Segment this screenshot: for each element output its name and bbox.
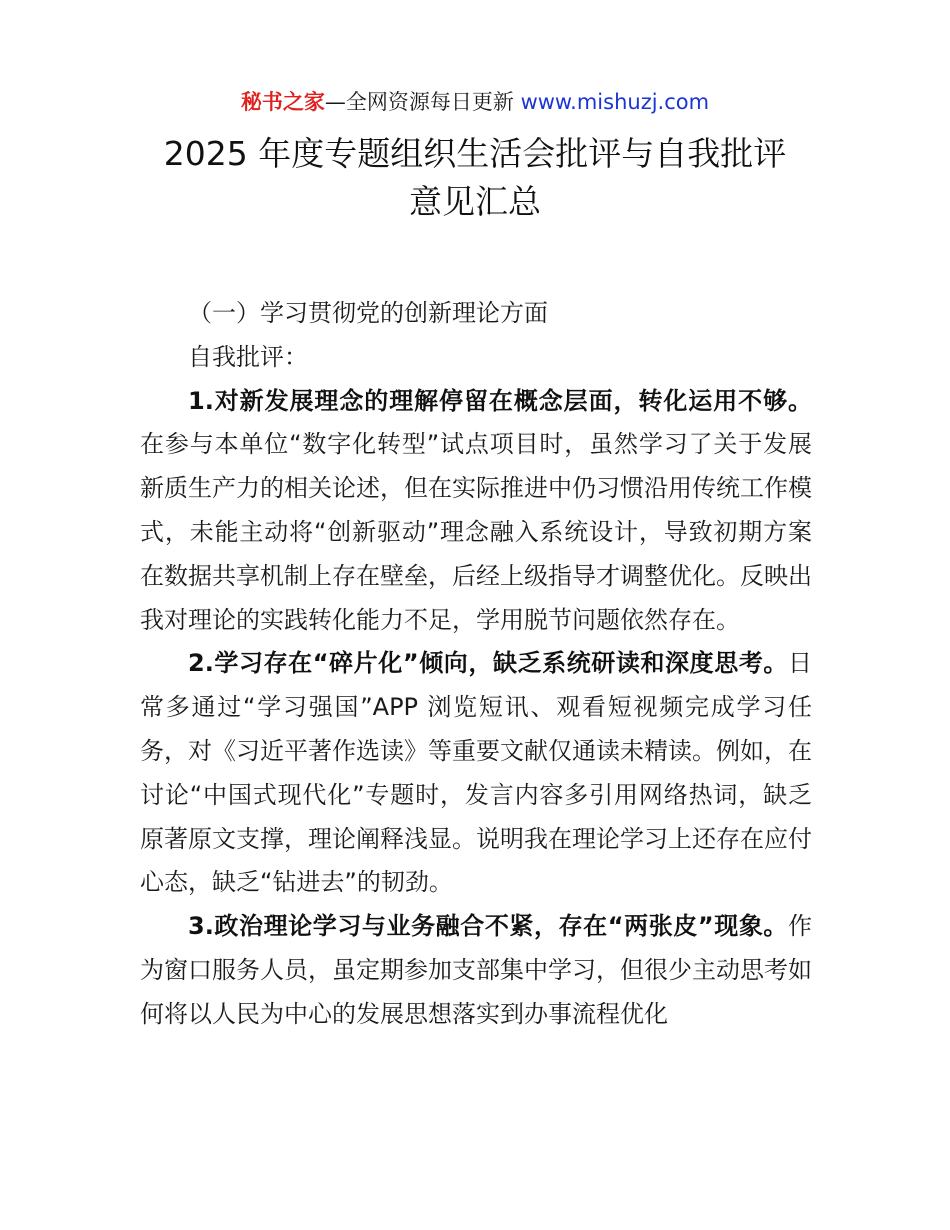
item-body: 日常多通过“学习强国”APP 浏览短讯、观看短视频完成学习任务，对《习近平著作选读》等重要文献仅通读未精读。例如，在讨论“中国式现代化”专题时，发言内容多引用网络热词，缺乏原著原文支撑，理论阐释浅显。说明我在理论学习上还存在应付心态，缺乏“钻进去”的韧劲。: [140, 649, 812, 897]
item-lead: 3.政治理论学习与业务融合不紧，存在“两张皮”现象。: [188, 912, 788, 941]
header-tagline: —全网资源每日更新: [324, 90, 514, 114]
item-lead: 2.学习存在“碎片化”倾向，缺乏系统研读和深度思考。: [188, 649, 788, 678]
criticism-item-2: [140, 642, 812, 905]
brand-name: 秘书之家: [240, 90, 325, 114]
title-line-2: 意见汇总: [409, 182, 541, 221]
site-url-link[interactable]: www.mishuzj.com: [520, 90, 710, 114]
item-body: 在参与本单位“数字化转型”试点项目时，虽然学习了关于发展新质生产力的相关论述，但在实际推进中仍习惯沿用传统工作模式，未能主动将“创新驱动”理念融入系统设计，导致初期方案在数据共享机制上存在壁垒，后经上级指导才调整优化。反映出我对理论的实践转化能力不足，学用脱节问题依然存在。: [140, 430, 812, 634]
document-title: [0, 130, 950, 226]
section-heading: （一）学习贯彻党的创新理论方面: [188, 299, 548, 327]
item-lead: 1.对新发展理念的理解停留在概念层面，转化运用不够。: [188, 386, 812, 415]
title-line-1: 2025 年度专题组织生活会批评与自我批评: [163, 134, 787, 173]
item-body: 作为窗口服务人员，虽定期参加支部集中学习，但很少主动思考如何将以人民为中心的发展思想落实到办事流程优化: [140, 912, 812, 1028]
document-body: [140, 292, 812, 1037]
criticism-item-1: [140, 380, 812, 643]
criticism-item-3: [140, 905, 812, 1036]
site-header: [0, 88, 950, 116]
sub-heading: 自我批评：: [188, 342, 308, 371]
